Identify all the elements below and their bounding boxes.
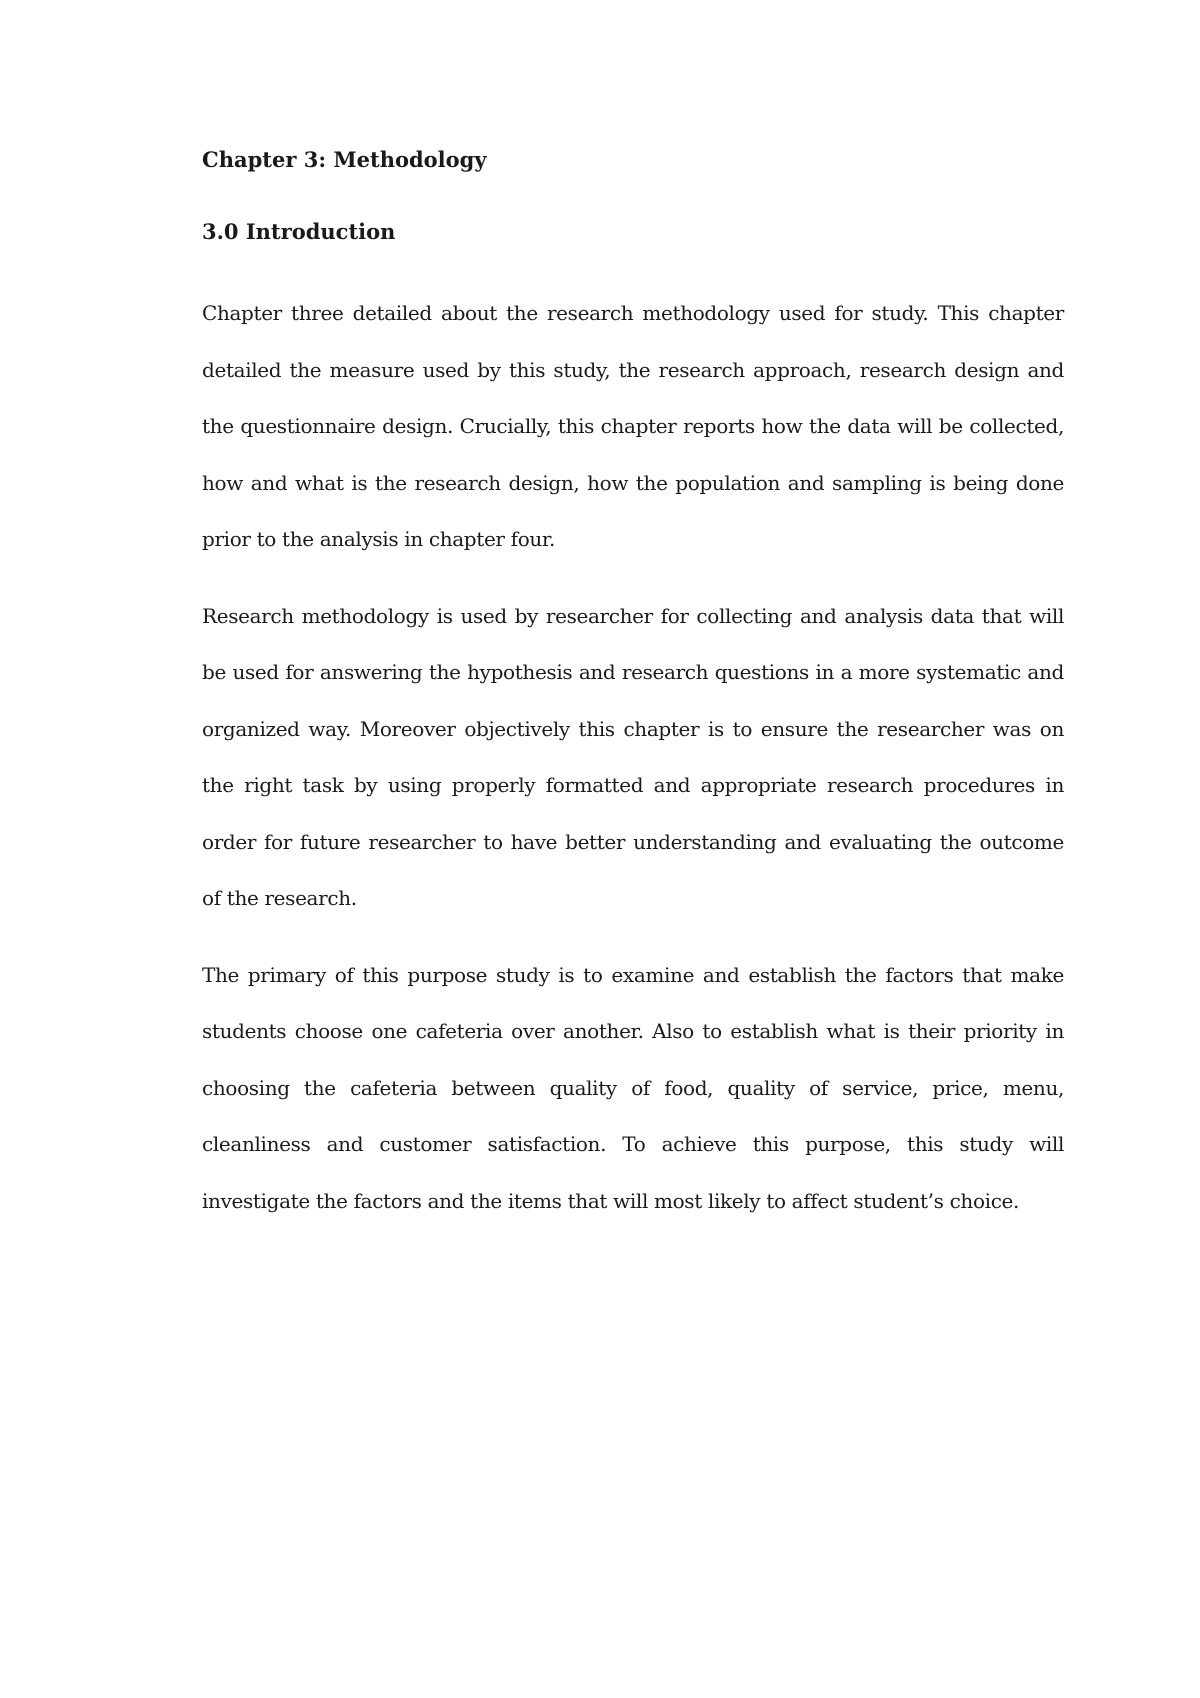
paragraph-study-purpose: The primary of this purpose study is to examine and establish the factors that make students choose one cafeteria over another. Also to establish what is their priority in choosing the cafeteria between quality of food, quality of service, price, menu, cleanliness and customer satisfaction. To achieve this purpose, this study will investigate the factors and the items that will most likely to affect student’s choice. <box>202 962 1064 1213</box>
paragraph-introduction: Chapter three detailed about the research methodology used for study. This chapter detailed the measure used by this study, the research approach, research design and the questionnaire design. Crucially, this chapter reports how the data will be collected, how and what is the research design, how the population and sampling is being done prior to the analysis in chapter four. <box>202 301 1064 551</box>
chapter-title: Chapter 3: Methodology <box>202 147 487 172</box>
paragraph-research-methodology: Research methodology is used by researcher for collecting and analysis data that will be used for answering the hypothesis and research questions in a more systematic and organized way. Moreover objectively this chapter is to ensure the researcher was on the right task by using properly formatted and appropriate research procedures in order for future researcher to have better understanding and evaluating the outcome of the research. <box>202 603 1064 910</box>
document-body <box>202 140 1064 1229</box>
section-title: 3.0 Introduction <box>202 219 396 244</box>
